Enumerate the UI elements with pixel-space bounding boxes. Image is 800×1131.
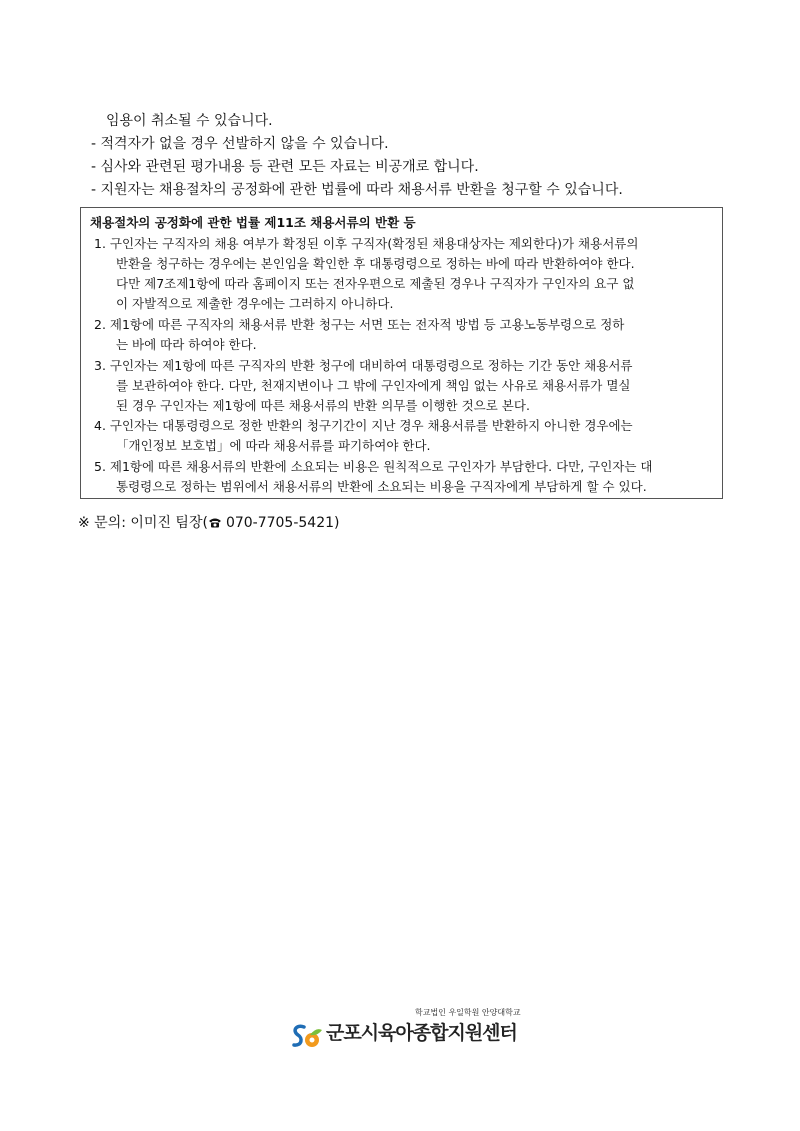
law-item-1-line-1: 1. 구인자는 구직자의 채용 여부가 확정된 이후 구직자(확정된 채용대상자는 제외한다)가 채용서류의 — [94, 236, 639, 251]
law-box-title: 채용절차의 공정화에 관한 법률 제11조 채용서류의 반환 등 — [90, 215, 416, 230]
law-item-4-line-2: 「개인정보 보호법」에 따라 채용서류를 파기하여야 한다. — [116, 438, 431, 453]
phone-icon — [208, 517, 222, 528]
law-item-1-line-2: 반환을 청구하는 경우에는 본인임을 확인한 후 대통령령으로 정하는 바에 따라 반환하여야 한다. — [116, 256, 635, 271]
intro-line-1: 임용이 취소될 수 있습니다. — [106, 113, 273, 129]
intro-line-3: - 심사와 관련된 평가내용 등 관련 모든 자료는 비공개로 합니다. — [91, 159, 479, 175]
law-item-5-line-1: 5. 제1항에 따른 채용서류의 반환에 소요되는 비용은 원칙적으로 구인자가 부담한다. 다만, 구인자는 대 — [94, 459, 653, 474]
law-item-2-line-1: 2. 제1항에 따른 구직자의 채용서류 반환 청구는 서면 또는 전자적 방법 등 고용노동부령으로 정하 — [94, 317, 625, 332]
law-item-1-line-4: 이 자발적으로 제출한 경우에는 그러하지 아니하다. — [116, 296, 394, 311]
footer-org-name: 군포시육아종합지원센터 — [326, 1022, 517, 1044]
contact-line — [78, 512, 340, 532]
contact-phone: 070-7705-5421 — [225, 515, 335, 531]
law-item-3-line-3: 된 경우 구인자는 제1항에 따른 채용서류의 반환 의무를 이행한 것으로 본다. — [116, 398, 530, 413]
law-item-2-line-2: 는 바에 따라 하여야 한다. — [116, 337, 257, 352]
intro-line-2: - 적격자가 없을 경우 선발하지 않을 수 있습니다. — [91, 136, 389, 152]
footer-sub-label: 학교법인 우일학원 안양대학교 — [415, 1008, 521, 1017]
law-box — [80, 207, 723, 499]
law-item-1-line-3: 다만 제7조제1항에 따라 홈페이지 또는 전자우편으로 제출된 경우나 구직자가 구인자의 요구 없 — [116, 276, 635, 291]
law-item-3-line-2: 를 보관하여야 한다. 다만, 천재지변이나 그 밖에 구인자에게 책임 없는 사유로 채용서류가 멸실 — [116, 378, 631, 393]
intro-line-4: - 지원자는 채용절차의 공정화에 관한 법률에 따라 채용서류 반환을 청구할 수 있습니다. — [91, 182, 623, 198]
center-logo-icon — [290, 1021, 326, 1051]
law-item-3-line-1: 3. 구인자는 제1항에 따른 구직자의 반환 청구에 대비하여 대통령령으로 정하는 기간 동안 채용서류 — [94, 358, 633, 373]
footer-logo-block — [290, 1003, 530, 1053]
contact-prefix: ※ 문의: 이미진 팀장( — [78, 515, 208, 531]
law-item-4-line-1: 4. 구인자는 대통령령으로 정한 반환의 청구기간이 지난 경우 채용서류를 반환하지 아니한 경우에는 — [94, 418, 633, 433]
contact-suffix: ) — [334, 515, 340, 531]
law-item-5-line-2: 통령령으로 정하는 범위에서 채용서류의 반환에 소요되는 비용을 구직자에게 부담하게 할 수 있다. — [116, 479, 647, 494]
